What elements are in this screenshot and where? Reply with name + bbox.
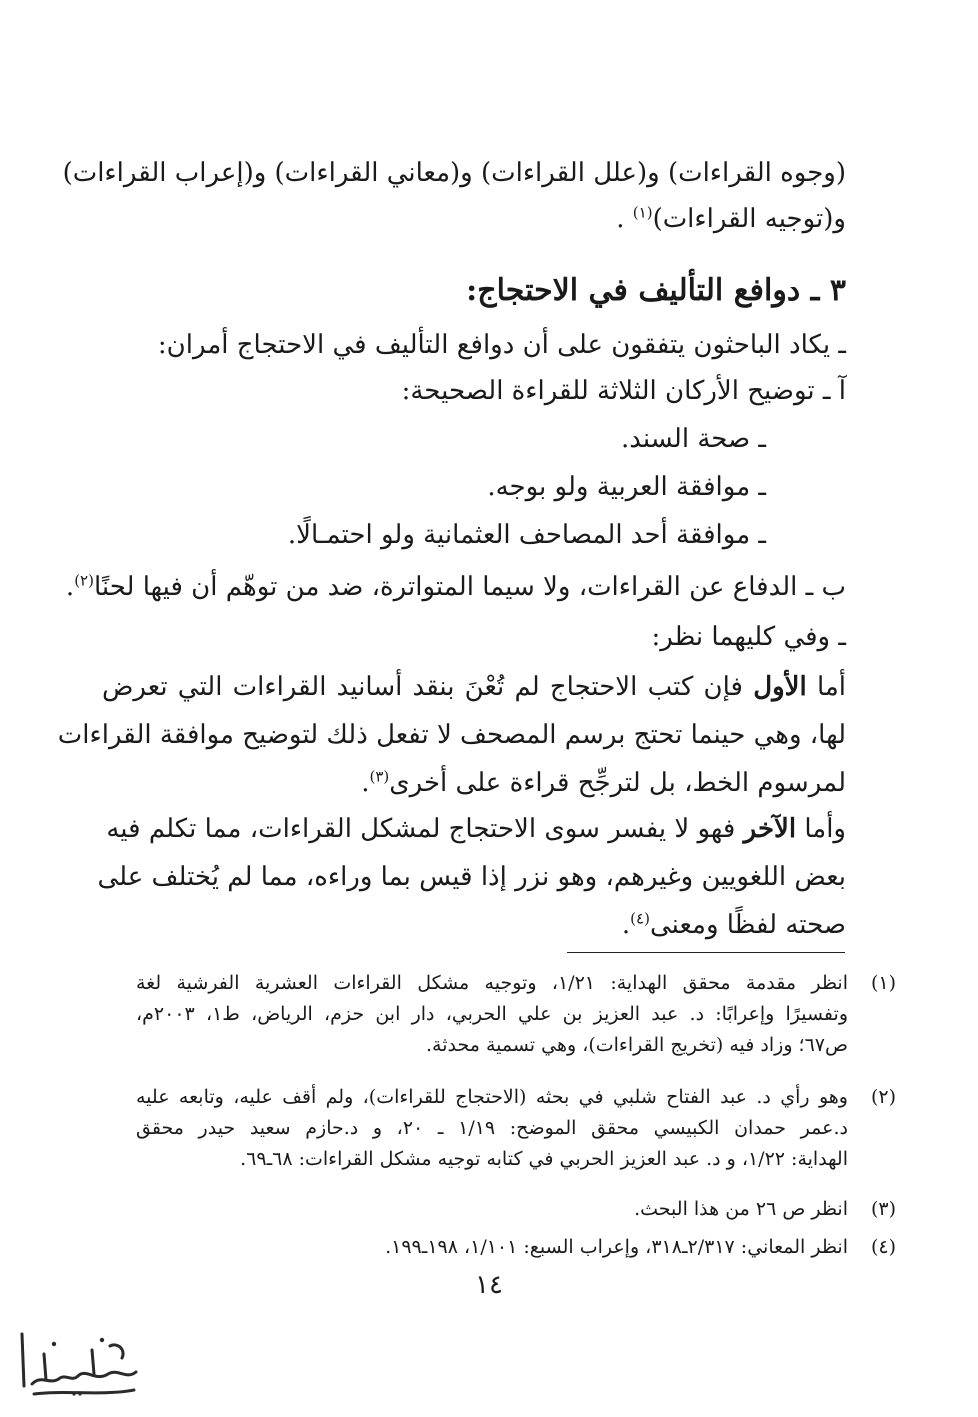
body-line-3: ـ يكاد الباحثون يتفقون على أن دوافع التأليف في الاحتجاج أمران: xyxy=(157,330,846,360)
body-line-2: و(توجيه القراءات)$^{(١)}$ . xyxy=(616,203,846,234)
footnote-line: الهداية: ١/٢٢، و د. عبد العزيز الحربي في كتابه توجيه مشكل القراءات: ٦٨ـ٦٩. xyxy=(240,1148,848,1170)
paragraph-2-line-1: وأما الآخر فهو لا يفسر سوى الاحتجاج لمشكل القراءات، مما تكلم فيه xyxy=(106,814,846,844)
list-subitem-3: ـ موافقة أحد المصاحف العثمانية ولو احتمـالًا. xyxy=(287,520,766,550)
body-line-1: (وجوه القراءات) و(علل القراءات) و(معاني القراءات) و(إعراب القراءات) xyxy=(62,158,846,188)
list-item-b: ب ـ الدفاع عن القراءات، ولا سيما المتواترة، ضد من توهّم أن فيها لحنًا$^{(٢)}$. xyxy=(65,571,846,602)
footnote-1 xyxy=(136,968,896,1061)
footnote-ref-3[interactable]: (٣) xyxy=(369,767,390,786)
paragraph-1-line-2: لها، وهي حينما تحتج برسم المصحف لا تفعل ذلك لتوضيح موافقة القراءات xyxy=(57,720,846,750)
footnote-ref-4[interactable]: (٤) xyxy=(630,909,650,928)
footnote-separator xyxy=(567,952,845,953)
page-number: ١٤ xyxy=(475,1270,503,1300)
paragraph-1-line-1: أما الأول فإن كتب الاحتجاج لم تُعْنَ بنقد أسانيد القراءات التي تعرض xyxy=(102,672,847,702)
footnote-ref-1[interactable]: (١) xyxy=(632,203,653,222)
footnote-line: د.عمر حمدان الكبيسي محقق الموضح: ١/١٩ ـ ٢٠، و د.حازم سعيد حيدر محقق xyxy=(136,1117,848,1139)
footnote-line: انظر ص ٢٦ من هذا البحث. xyxy=(634,1198,848,1220)
footnote-number: (٣) xyxy=(870,1198,896,1220)
footnote-3 xyxy=(136,1194,896,1225)
list-item-a: آ ـ توضيح الأركان الثلاثة للقراءة الصحيحة: xyxy=(401,376,846,406)
footnote-number: (٢) xyxy=(870,1086,896,1108)
paragraph-1-line-3: لمرسوم الخط، بل لترجِّح قراءة على أخرى$^{(٣)}$. xyxy=(361,767,846,798)
footnote-line: انظر المعاني: ٢/٣١٧ـ٣١٨، وإعراب السبع: ١/١٠١، ١٩٨ـ١٩٩. xyxy=(385,1236,848,1258)
footnote-line: انظر مقدمة محقق الهداية: ١/٢١، وتوجيه مشكل القراءات العشرية الفرشية لغة xyxy=(136,972,848,994)
body-line-4: ـ وفي كليهما نظر: xyxy=(651,622,846,652)
list-subitem-2: ـ موافقة العربية ولو بوجه. xyxy=(487,472,766,502)
list-subitem-1: ـ صحة السند. xyxy=(620,424,766,454)
footnote-line: وتفسيرًا وإعرابًا: د. عبد العزيز بن علي الحربي، دار ابن حزم، الرياض، ط١، ٢٠٠٣م، xyxy=(136,1003,848,1025)
section-heading: ٣ ـ دوافع التأليف في الاحتجاج: xyxy=(466,273,846,308)
paragraph-2-line-3: صحته لفظًا ومعنى$^{(٤)}$. xyxy=(621,909,846,940)
footnote-4 xyxy=(136,1232,896,1263)
calligraphy-stamp-logo xyxy=(14,1324,144,1410)
footnote-number: (١) xyxy=(870,972,896,994)
paragraph-2-line-2: بعض اللغويين وغيرهم، وهو نزر إذا قيس بما وراءه، مما لم يُختلف على xyxy=(97,862,846,892)
footnote-line: وهو رأي د. عبد الفتاح شلبي في بحثه (الاحتجاج للقراءات)، ولم أقف عليه، وتابعه عليه xyxy=(136,1086,848,1108)
footnote-line: ص٦٧؛ وزاد فيه (تخريج القراءات)، وهي تسمية محدثة. xyxy=(425,1034,848,1056)
footnote-2 xyxy=(136,1082,896,1175)
footnote-number: (٤) xyxy=(870,1236,896,1258)
footnote-ref-2[interactable]: (٢) xyxy=(74,571,94,590)
